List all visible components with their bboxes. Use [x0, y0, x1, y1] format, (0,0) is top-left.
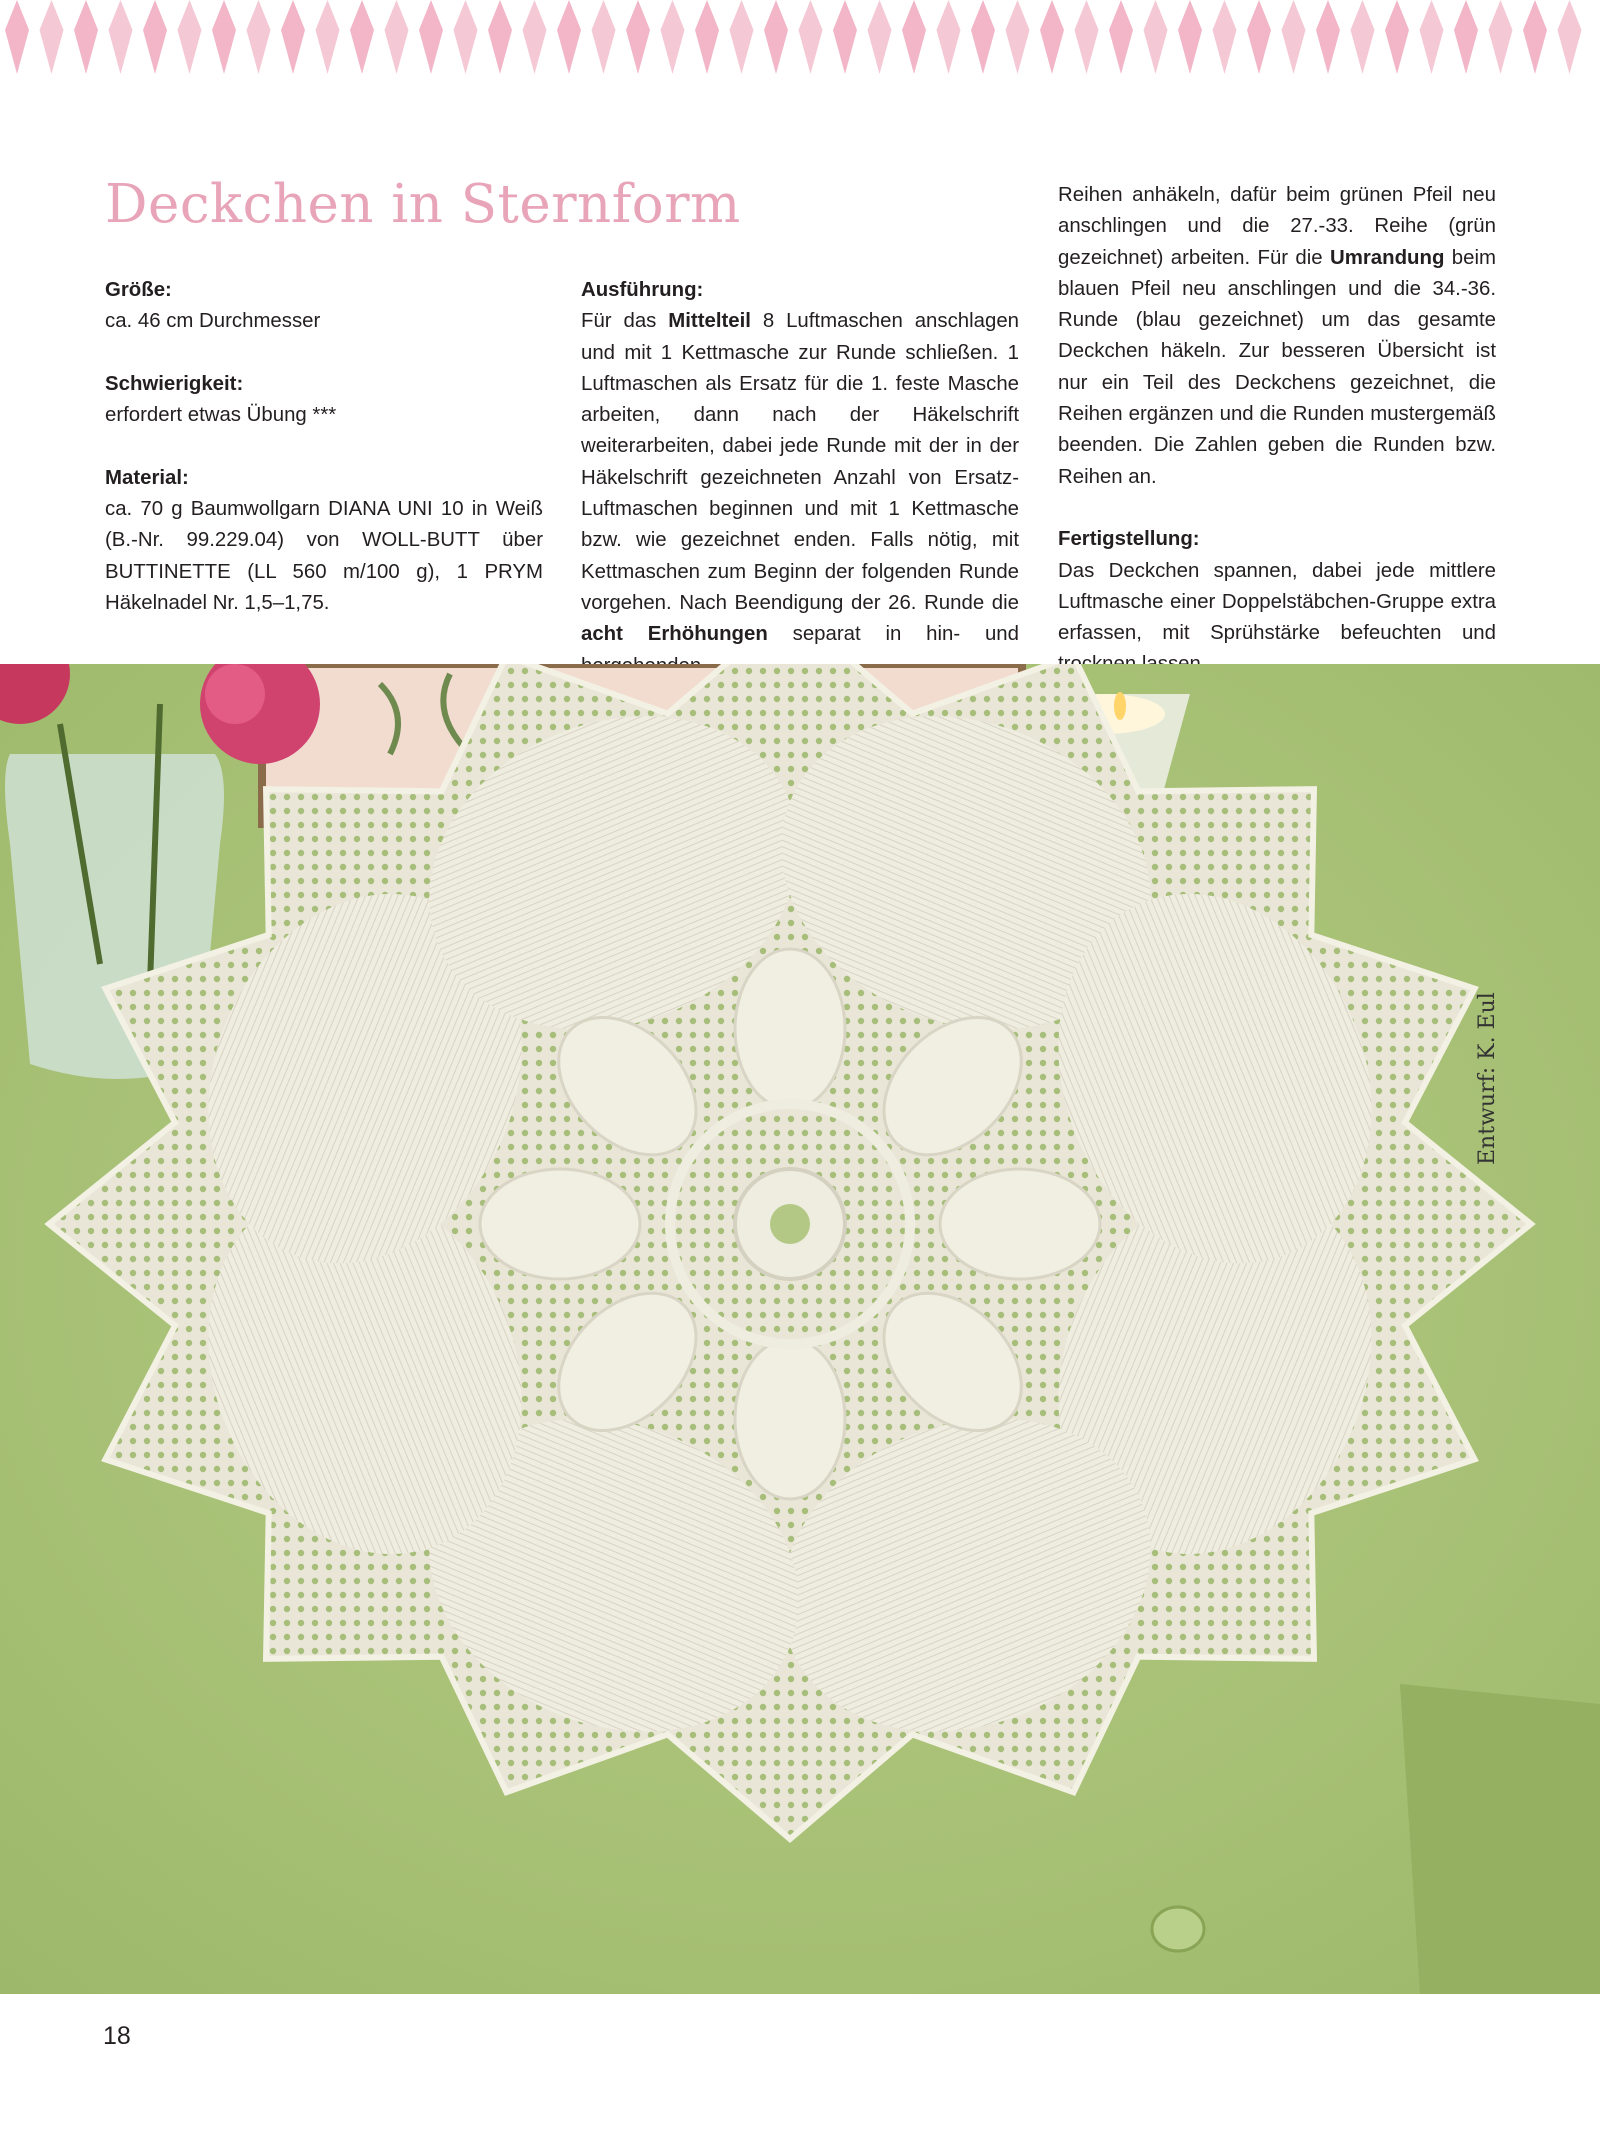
- size-heading: Größe:: [105, 279, 172, 301]
- banner-diamond: [592, 0, 616, 74]
- banner-diamond: [1420, 0, 1444, 74]
- banner-diamond: [1351, 0, 1375, 74]
- doily-leaf: [940, 1169, 1100, 1279]
- doily-leaf: [735, 949, 845, 1109]
- banner-diamond: [1109, 0, 1133, 74]
- banner-diamond: [937, 0, 961, 74]
- doily-leaf: [735, 1339, 845, 1499]
- banner-diamond: [1178, 0, 1202, 74]
- difficulty-text: erfordert etwas Übung ***: [105, 404, 337, 427]
- drawer-knob: [1152, 1907, 1204, 1951]
- info-column: [105, 275, 543, 619]
- banner-diamond: [385, 0, 409, 74]
- banner-diamond: [557, 0, 581, 74]
- banner-diamond: [626, 0, 650, 74]
- banner-diamond: [1523, 0, 1547, 74]
- doily-photo-illustration: [0, 664, 1600, 1994]
- banner-diamond: [1454, 0, 1478, 74]
- banner-diamond: [350, 0, 374, 74]
- banner-diamond: [523, 0, 547, 74]
- banner-diamond: [1282, 0, 1306, 74]
- finishing-heading: Fertigstellung:: [1058, 528, 1200, 551]
- banner-diamond: [178, 0, 202, 74]
- banner-diamond: [799, 0, 823, 74]
- finishing-text: Das Deckchen spannen, dabei jede mittlere Luftmasche einer Doppelstäbchen-Gruppe extra erfassen, mit Sprühstärke befeuchten und: [1058, 559, 1496, 645]
- banner-diamond: [281, 0, 305, 74]
- banner-diamond: [730, 0, 754, 74]
- banner-diamond: [902, 0, 926, 74]
- table-edge: [1400, 1684, 1600, 1994]
- doily-photo: [0, 664, 1600, 1994]
- banner-diamond: [1558, 0, 1582, 74]
- bold-umrandung: Umrandung: [1330, 246, 1445, 269]
- banner-diamond: [661, 0, 685, 74]
- size-text: ca. 46 cm Durchmesser: [105, 310, 321, 333]
- doily-leaf: [480, 1169, 640, 1279]
- banner-diamond: [1075, 0, 1099, 74]
- bold-erhoehungen: acht Erhöhungen: [581, 623, 768, 646]
- banner-diamond: [212, 0, 236, 74]
- page-title: Deckchen in Sternform: [105, 174, 741, 235]
- bold-mittelteil: Mittelteil: [668, 310, 751, 333]
- banner-diamond: [695, 0, 719, 74]
- banner-diamond: [143, 0, 167, 74]
- banner-diamond: [1385, 0, 1409, 74]
- banner-diamond: [74, 0, 98, 74]
- banner-diamond: [1247, 0, 1271, 74]
- instructions-continued-column: [1058, 180, 1496, 681]
- banner-diamond: [868, 0, 892, 74]
- material-heading: Material:: [105, 466, 189, 489]
- material-text: ca. 70 g Baumwollgarn DIANA UNI 10 in Weiß (B.-Nr. 99.229.04) von WOLL-BUTT über BUTTINETTE (LL 560 m/100 g), 1 PRYM Häkelnadel Nr. 1,5–1,75.: [105, 498, 543, 614]
- banner-diamond: [40, 0, 64, 74]
- banner-diamond: [454, 0, 478, 74]
- doily-center-hole: [770, 1204, 810, 1244]
- banner-diamond: [833, 0, 857, 74]
- banner-diamond: [488, 0, 512, 74]
- banner-diamond: [419, 0, 443, 74]
- banner-diamond: [316, 0, 340, 74]
- banner-diamond: [971, 0, 995, 74]
- banner-diamond: [1489, 0, 1513, 74]
- difficulty-heading: Schwierigkeit:: [105, 372, 244, 395]
- banner-diamond: [1213, 0, 1237, 74]
- banner-diamond: [5, 0, 29, 74]
- page-number: 18: [103, 2022, 131, 2050]
- banner-diamond: [1316, 0, 1340, 74]
- instructions-column: [581, 275, 1019, 682]
- banner-diamond: [1040, 0, 1064, 74]
- instructions-heading: Ausführung:: [581, 279, 704, 301]
- instructions-text-part2: Reihen anhäkeln, dafür beim grünen Pfeil neu anschlingen und die 27.-33. Reihe (grün gezeichnet) arbeiten. Für die Umrandung beim blauen Pfeil neu anschlingen und die 34.-36. Runde (blau gezeichnet) um das gesamte Deckchen häkeln. Zur besseren Übersicht ist nur ein Teil des Deckchens gezeichnet, die Reihen ergänzen und die Runden mustergemäß beenden. Die Zahlen geben die Runden bzw. Reihen an.: [1058, 184, 1496, 488]
- design-credit: Entwurf: K. Eul: [1475, 992, 1500, 1165]
- banner-diamond: [1006, 0, 1030, 74]
- banner-diamond: [247, 0, 271, 74]
- decorative-banner: [0, 0, 1600, 80]
- banner-diamond: [1144, 0, 1168, 74]
- banner-diamond: [764, 0, 788, 74]
- instructions-text-part1: Für das Mittelteil 8 Luftmaschen anschlagen und mit 1 Kettmasche zur Runde schließen. 1 Luftmaschen als Ersatz für die 1. feste Masche arbeiten, dann nach der Häkelschrift weiterarbeiten, dabei jede Runde mit der in der Häkelschrift gezeichneten Anzahl von Ersatz-Luftmaschen beginnen und mit 1 Kettmasche bzw. wie gezeichnet enden. Falls nötig, mit Kettmaschen zum Beginn der folgenden Runde vorgehen. Nach Beendigung der 26. Runde die acht Erhöhungen separat in hin- und: [581, 310, 1020, 646]
- banner-diamond: [109, 0, 133, 74]
